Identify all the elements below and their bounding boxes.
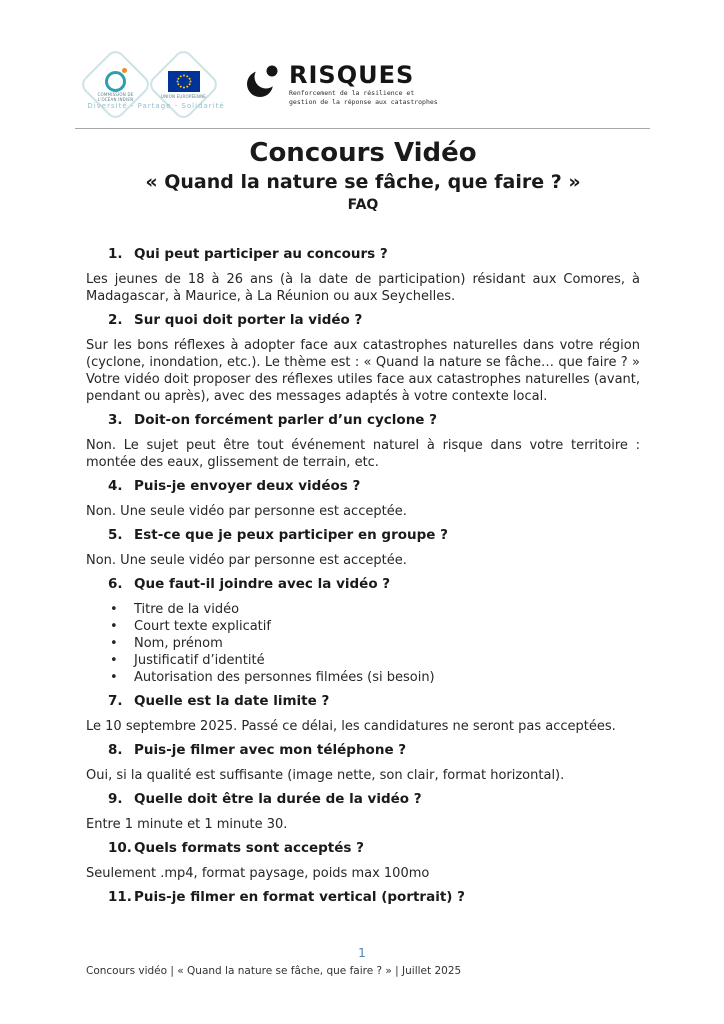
- coi-logo: [78, 47, 153, 122]
- faq-question-number: 3.: [108, 412, 123, 428]
- faq-heading: FAQ: [347, 197, 379, 213]
- faq-bullet-item: • Titre de la vidéo: [110, 601, 640, 618]
- faq-question: [86, 478, 640, 495]
- coi-ring-icon: [105, 71, 126, 92]
- coi-emblem-icon: [105, 68, 127, 90]
- risques-wordmark: RISQUES: [289, 61, 415, 89]
- faq-bullet-item: • Court texte explicatif: [110, 618, 640, 635]
- faq-question-number: 11.: [108, 889, 132, 905]
- document-header: [0, 0, 724, 132]
- faq-answer: Oui, si la qualité est suffisante (image nette, son clair, format horizontal).: [86, 768, 565, 783]
- page-title: Concours Vidéo: [249, 138, 477, 168]
- header-divider: [75, 128, 650, 129]
- page-number: 1: [358, 946, 366, 960]
- faq-answer: Sur les bons réflexes à adopter face aux catastrophes naturelles dans votre région (cyclone, inondation, etc.). Le thème est : « Quand la nature se fâche… que faire ? » Votre vidéo doit proposer des réflexes utiles face aux catastrophes naturelles (avant, pendant ou après), avec des messages adaptés à votre contexte local.: [86, 338, 640, 404]
- faq-answer: Entre 1 minute et 1 minute 30.: [86, 817, 288, 832]
- eu-label: UNION EUROPÉENNE: [160, 93, 207, 99]
- faq-question-number: 8.: [108, 742, 123, 758]
- faq-question-number: 6.: [108, 576, 123, 592]
- faq-question-text: Doit-on forcément parler d’un cyclone ?: [134, 412, 437, 428]
- faq-answer: Non. Le sujet peut être tout événement naturel à risque dans votre territoire : montée des eaux, glissement de terrain, etc.: [86, 438, 640, 470]
- faq-question-number: 4.: [108, 478, 123, 494]
- risques-tagline-line1: Renforcement de la résilience et: [289, 89, 415, 97]
- risques-tagline: [289, 89, 438, 106]
- faq-answer: Les jeunes de 18 à 26 ans (à la date de participation) résidant aux Comores, à Madagascar, à Maurice, à La Réunion ou aux Seychelles.: [86, 272, 640, 304]
- faq-question-number: 7.: [108, 693, 123, 709]
- faq-question-text: Que faut-il joindre avec la vidéo ?: [134, 576, 391, 592]
- faq-question-text: Quelle doit être la durée de la vidéo ?: [134, 791, 422, 807]
- faq-question-text: Puis-je filmer avec mon téléphone ?: [134, 742, 407, 758]
- faq-bullet-item: • Justificatif d’identité: [110, 652, 640, 669]
- faq-list: [0, 215, 724, 906]
- coi-motto: Diversité - Partage - Solidarité: [87, 102, 225, 110]
- faq-question: [86, 791, 640, 808]
- faq-question-number: 5.: [108, 527, 123, 543]
- faq-answer: Le 10 septembre 2025. Passé ce délai, les candidatures ne seront pas acceptées.: [86, 719, 616, 734]
- coi-label: COMMISSION DE L'OCÉAN INDIEN: [97, 91, 134, 102]
- risques-tagline-line2: gestion de la réponse aux catastrophes: [289, 97, 438, 106]
- faq-question: [86, 412, 640, 429]
- title-block: [0, 132, 724, 215]
- faq-question: [86, 693, 640, 710]
- faq-question-text: Sur quoi doit porter la vidéo ?: [134, 312, 363, 328]
- eu-logo: [146, 47, 221, 122]
- risques-logo-text: [289, 62, 438, 106]
- faq-answer: Non. Une seule vidéo par personne est acceptée.: [86, 553, 407, 568]
- faq-question-number: 1.: [108, 246, 123, 262]
- faq-question: [86, 246, 640, 263]
- faq-question-number: 9.: [108, 791, 123, 807]
- faq-question-text: Puis-je filmer en format vertical (portrait) ?: [134, 889, 465, 905]
- faq-question: [86, 889, 640, 906]
- faq-question: [86, 312, 640, 329]
- faq-question-text: Quelle est la date limite ?: [134, 693, 330, 709]
- faq-answer: Non. Une seule vidéo par personne est acceptée.: [86, 504, 407, 519]
- page-subtitle: « Quand la nature se fâche, que faire ? »: [145, 171, 581, 193]
- faq-question: [86, 576, 640, 593]
- faq-bullet-item: • Nom, prénom: [110, 635, 640, 652]
- faq-bullet-list: [86, 601, 640, 686]
- faq-question-text: Qui peut participer au concours ?: [134, 246, 388, 262]
- faq-question: [86, 840, 640, 857]
- faq-question-text: Puis-je envoyer deux vidéos ?: [134, 478, 361, 494]
- faq-question-text: Est-ce que je peux participer en groupe ?: [134, 527, 448, 543]
- risques-logo: [246, 62, 438, 106]
- faq-answer: Seulement .mp4, format paysage, poids max 100mo: [86, 866, 430, 881]
- faq-question-number: 2.: [108, 312, 123, 328]
- faq-question-number: 10.: [108, 840, 132, 856]
- faq-question: [86, 527, 640, 544]
- coi-orange-dot-icon: [122, 68, 127, 73]
- footer-text: Concours vidéo | « Quand la nature se fâche, que faire ? » | Juillet 2025: [86, 965, 462, 977]
- document-body: [0, 132, 724, 906]
- faq-question-text: Quels formats sont acceptés ?: [134, 840, 364, 856]
- risques-emblem-icon: [246, 62, 282, 100]
- eu-flag-icon: [168, 71, 200, 92]
- faq-bullet-item: • Autorisation des personnes filmées (si besoin): [110, 669, 640, 686]
- faq-question: [86, 742, 640, 759]
